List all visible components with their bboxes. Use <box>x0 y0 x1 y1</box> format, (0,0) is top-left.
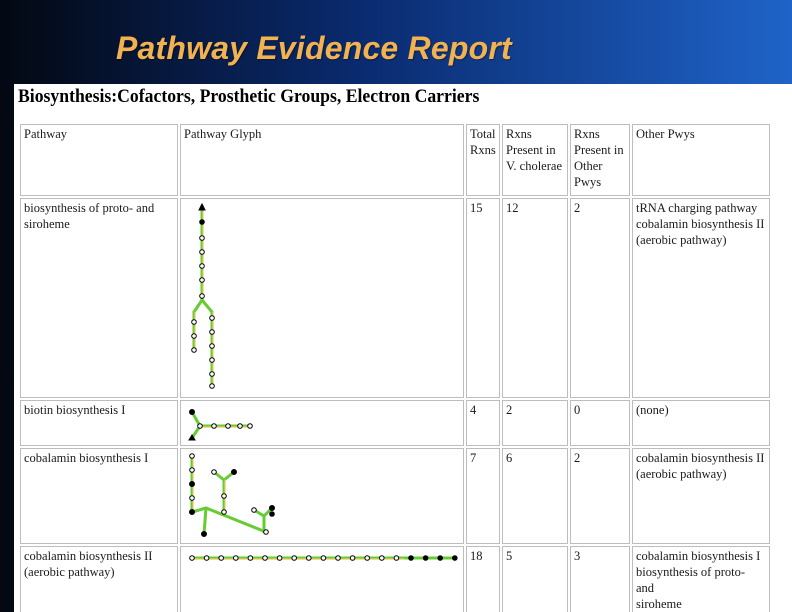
glyph-node <box>234 556 239 561</box>
pathway-glyph <box>184 402 460 444</box>
rxns-other-cell: 2 <box>570 448 630 544</box>
glyph-node <box>409 556 414 561</box>
header-pathway: Pathway <box>20 124 178 196</box>
other-pwys-cell[interactable]: tRNA charging pathway cobalamin biosynthesis II (aerobic pathway) <box>632 198 770 398</box>
glyph-node <box>248 556 253 561</box>
pathway-evidence-table <box>18 122 772 612</box>
table-row <box>20 448 770 544</box>
header-other-pwys: Other Pwys <box>632 124 770 196</box>
rxns-other-cell: 0 <box>570 400 630 446</box>
header-rxns-present: Rxns Present in V. cholerae <box>502 124 568 196</box>
rxns-other-cell: 3 <box>570 546 630 612</box>
glyph-node <box>292 556 297 561</box>
header-rxns-other: Rxns Present in Other Pwys <box>570 124 630 196</box>
other-pwys-cell[interactable]: cobalamin biosynthesis II (aerobic pathway) <box>632 448 770 544</box>
header-pathway-glyph: Pathway Glyph <box>180 124 464 196</box>
slide-title: Pathway Evidence Report <box>116 30 512 66</box>
glyph-node <box>423 556 428 561</box>
rxns-present-cell: 2 <box>502 400 568 446</box>
pathway-name-cell[interactable]: biotin biosynthesis I <box>20 400 178 446</box>
pathway-name-cell[interactable]: biosynthesis of proto- and siroheme <box>20 198 178 398</box>
rxns-present-cell: 6 <box>502 448 568 544</box>
glyph-node <box>204 556 209 561</box>
glyph-node <box>321 556 326 561</box>
other-pwys-cell[interactable]: (none) <box>632 400 770 446</box>
glyph-node <box>307 556 312 561</box>
total-rxns-cell: 15 <box>466 198 500 398</box>
pathway-glyph-cell <box>180 448 464 544</box>
glyph-node <box>453 556 458 561</box>
pathway-name-cell[interactable]: cobalamin biosynthesis I <box>20 448 178 544</box>
glyph-node <box>263 556 268 561</box>
total-rxns-cell: 4 <box>466 400 500 446</box>
glyph-node <box>190 556 195 561</box>
glyph-node <box>336 556 341 561</box>
section-heading: Biosynthesis:Cofactors, Prosthetic Groups, Electron Carriers <box>18 86 480 107</box>
total-rxns-cell: 18 <box>466 546 500 612</box>
header-row <box>20 124 770 196</box>
glyph-node <box>438 556 443 561</box>
pathway-glyph-cell <box>180 546 464 612</box>
pathway-name-cell[interactable]: cobalamin biosynthesis II (aerobic pathway) <box>20 546 178 612</box>
other-pwys-cell[interactable]: cobalamin biosynthesis I biosynthesis of proto- and siroheme <box>632 546 770 612</box>
pathway-glyph-cell <box>180 400 464 446</box>
pathway-glyph <box>184 450 460 542</box>
header-total-rxns: Total Rxns <box>466 124 500 196</box>
rxns-present-cell: 12 <box>502 198 568 398</box>
glyph-node <box>380 556 385 561</box>
pathway-glyph-cell <box>180 198 464 398</box>
rxns-present-cell: 5 <box>502 546 568 612</box>
table-row <box>20 400 770 446</box>
glyph-node <box>365 556 370 561</box>
pathway-glyph <box>184 548 460 578</box>
total-rxns-cell: 7 <box>466 448 500 544</box>
table-row <box>20 198 770 398</box>
glyph-node <box>277 556 282 561</box>
pathway-glyph <box>184 200 460 396</box>
glyph-node <box>394 556 399 561</box>
rxns-other-cell: 2 <box>570 198 630 398</box>
table-row <box>20 546 770 612</box>
glyph-node <box>350 556 355 561</box>
report-panel <box>14 84 792 612</box>
glyph-node <box>219 556 224 561</box>
